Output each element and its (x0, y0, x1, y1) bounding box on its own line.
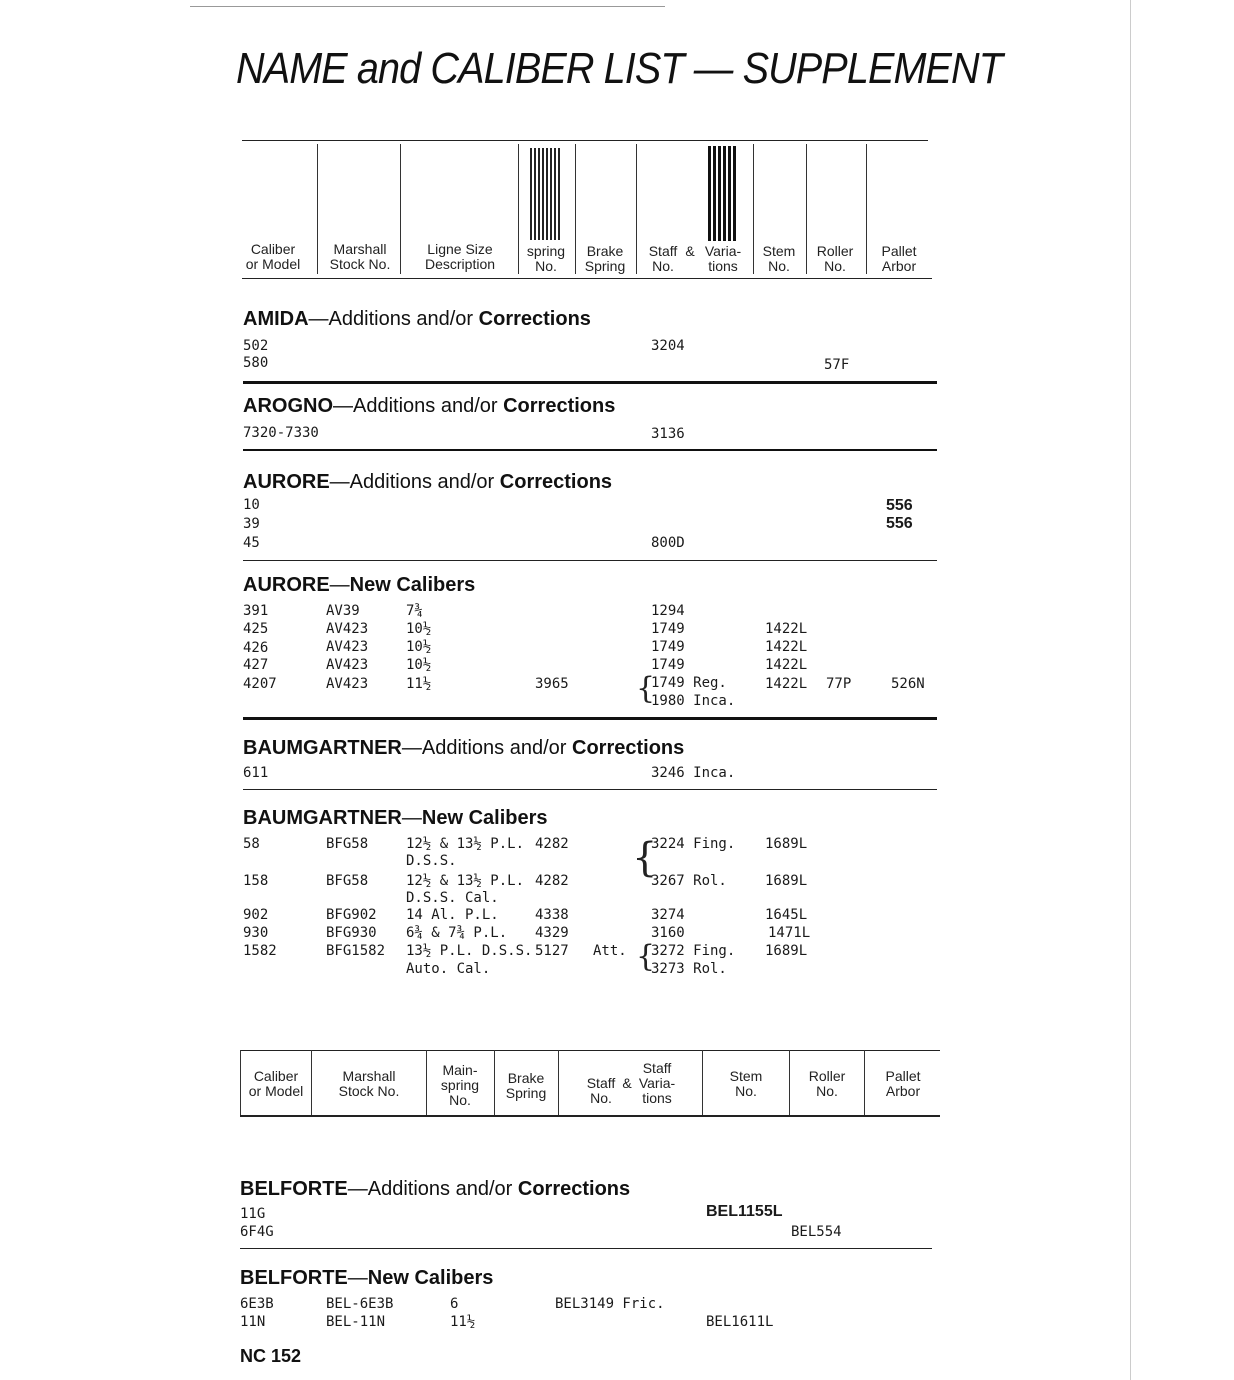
hdr-marshall: Marshall Stock No. (329, 241, 391, 272)
row-930-marshall: BFG930 (326, 925, 377, 941)
brace-icon: { (636, 671, 656, 706)
row-158-ligne-1: 12½ & 13½ P.L. (406, 873, 525, 889)
hdr-brake: Brake Spring (584, 243, 626, 274)
row-6f4g-caliber: 6F4G (240, 1224, 274, 1240)
row-4207-staff-1: 1749 Reg. (651, 675, 727, 691)
row-7320-staff: 3136 (651, 426, 685, 442)
row-391-staff: 1294 (651, 603, 685, 619)
row-611-caliber: 611 (243, 765, 269, 781)
row-425-marshall: AV423 (326, 621, 369, 637)
row-1582-ligne-2: Auto. Cal. (406, 961, 491, 977)
hdr-staff: Staff No. (648, 243, 678, 274)
row-902-ligne: 14 Al. P.L. (406, 907, 499, 923)
section-divider (243, 789, 937, 790)
section-divider (243, 381, 937, 384)
row-158-stem: 1689L (765, 873, 808, 889)
hdr-mainspring: spring No. (526, 243, 566, 274)
hdr-ligne: Ligne Size Description (424, 241, 496, 272)
row-6f4g-stem: BEL554 (791, 1224, 842, 1240)
row-6e3b-brake: BEL3149 Fric. (555, 1296, 665, 1312)
row-158-caliber: 158 (243, 873, 269, 889)
row-502-caliber: 502 (243, 338, 269, 354)
hdr-caliber: Caliber or Model (245, 241, 301, 272)
section-aurore-corrections: AURORE—Additions and/or Corrections (243, 471, 613, 493)
row-902-staff: 3274 (651, 907, 685, 923)
hdr-stem: Stem No. (762, 243, 796, 274)
hdr-bottom-caliber: Caliber or Model (248, 1068, 304, 1099)
hdr-bottom-roller: Roller No. (808, 1068, 846, 1099)
row-580-roller: 57F (824, 357, 850, 373)
row-11g-caliber: 11G (240, 1206, 266, 1222)
row-4207-staff-2: 1980 Inca. (651, 693, 736, 709)
row-11n-caliber: 11N (240, 1314, 266, 1330)
row-426-ligne: 10½ (406, 639, 432, 655)
row-45-caliber: 45 (243, 535, 260, 551)
row-4207-caliber: 4207 (243, 676, 277, 692)
row-58-staff: 3224 Fing. (651, 836, 736, 852)
brace-icon: { (636, 939, 656, 974)
section-baumgartner-corrections: BAUMGARTNER—Additions and/or Corrections (243, 737, 685, 759)
row-902-mainspring: 4338 (535, 907, 569, 923)
row-158-ligne-2: D.S.S. Cal. (406, 890, 499, 906)
row-58-marshall: BFG58 (326, 836, 369, 852)
row-11n-ligne: 11½ (450, 1314, 476, 1330)
section-arogno-corrections: AROGNO—Additions and/or Corrections (243, 395, 616, 417)
row-39-pallet: 556 (886, 515, 913, 532)
section-divider (243, 449, 937, 451)
mainspring-smudge (530, 148, 562, 240)
row-11g-staff: BEL1155L (706, 1203, 783, 1220)
section-belforte-new: BELFORTE—New Calibers (240, 1267, 494, 1289)
hdr-pallet: Pallet Arbor (881, 243, 917, 274)
row-1582-stem: 1689L (765, 943, 808, 959)
hdr-bottom-stem: Stem No. (729, 1068, 763, 1099)
row-902-caliber: 902 (243, 907, 269, 923)
row-1582-caliber: 1582 (243, 943, 277, 959)
row-158-staff: 3267 Rol. (651, 873, 727, 889)
row-10-caliber: 10 (243, 497, 260, 513)
row-1582-marshall: BFG1582 (326, 943, 386, 959)
row-611-staff: 3246 Inca. (651, 765, 736, 781)
hdr-variations: Varia- tions (704, 243, 742, 274)
row-580-caliber: 580 (243, 355, 269, 371)
row-6e3b-marshall: BEL-6E3B (326, 1296, 394, 1312)
row-58-caliber: 58 (243, 836, 260, 852)
row-4207-stem: 1422L (765, 676, 808, 692)
row-1582-staff-2: 3273 Rol. (651, 961, 727, 977)
row-1582-mainspring: 5127 (535, 943, 569, 959)
row-7320-caliber: 7320-7330 (243, 425, 319, 441)
hdr-amp: & (685, 243, 695, 259)
row-902-stem: 1645L (765, 907, 808, 923)
row-4207-roller: 77P (826, 676, 852, 692)
row-426-caliber: 426 (243, 640, 269, 656)
row-426-marshall: AV423 (326, 639, 369, 655)
section-divider (243, 560, 937, 561)
row-425-ligne: 10½ (406, 621, 432, 637)
section-belforte-corrections: BELFORTE—Additions and/or Corrections (240, 1178, 631, 1200)
hdr-bottom-brake: Brake Spring (505, 1070, 547, 1101)
row-930-staff: 3160 (651, 925, 685, 941)
hdr-roller: Roller No. (816, 243, 854, 274)
row-930-stem: 1471L (768, 925, 811, 941)
row-426-staff: 1749 (651, 639, 685, 655)
row-1582-ligne-1: 13½ P.L. D.S.S. (406, 943, 533, 959)
section-baumgartner-new: BAUMGARTNER—New Calibers (243, 807, 548, 829)
row-391-ligne: 7¾ (406, 603, 423, 619)
top-edge-rule (190, 6, 665, 7)
row-427-staff: 1749 (651, 657, 685, 673)
row-11n-staff: BEL1611L (706, 1314, 774, 1330)
section-divider (243, 717, 937, 720)
section-amida-corrections: AMIDA—Additions and/or Corrections (243, 308, 591, 330)
row-6e3b-caliber: 6E3B (240, 1296, 274, 1312)
row-391-caliber: 391 (243, 603, 269, 619)
row-425-staff: 1749 (651, 621, 685, 637)
page-title: NAME and CALIBER LIST — SUPPLEMENT (236, 44, 1003, 93)
row-158-marshall: BFG58 (326, 873, 369, 889)
row-426-stem: 1422L (765, 639, 808, 655)
hdr-bottom-staff: Staff No. (586, 1075, 616, 1106)
row-6e3b-ligne: 6 (450, 1296, 459, 1312)
row-11n-marshall: BEL-11N (326, 1314, 386, 1330)
section-divider (240, 1248, 932, 1249)
row-4207-mainspring: 3965 (535, 676, 569, 692)
brace-icon: { (632, 835, 658, 881)
row-391-marshall: AV39 (326, 603, 360, 619)
row-4207-ligne: 11½ (406, 676, 432, 692)
row-502-staff: 3204 (651, 338, 685, 354)
row-930-mainspring: 4329 (535, 925, 569, 941)
row-930-ligne: 6¾ & 7¾ P.L. (406, 925, 508, 941)
row-1582-brake: Att. (593, 943, 627, 959)
row-427-ligne: 10½ (406, 657, 432, 673)
row-4207-pallet: 526N (891, 676, 925, 692)
page-number: NC 152 (240, 1346, 302, 1366)
row-902-marshall: BFG902 (326, 907, 377, 923)
row-427-caliber: 427 (243, 657, 269, 673)
hdr-bottom-variations: Staff Varia- tions (638, 1060, 676, 1106)
row-1582-staff-1: 3272 Fing. (651, 943, 736, 959)
section-aurore-new: AURORE—New Calibers (243, 574, 476, 596)
row-930-caliber: 930 (243, 925, 269, 941)
row-4207-marshall: AV423 (326, 676, 369, 692)
row-45-staff: 800D (651, 535, 685, 551)
hdr-bottom-amp: & (622, 1075, 632, 1091)
hdr-bottom-pallet: Pallet Arbor (885, 1068, 921, 1099)
row-58-mainspring: 4282 (535, 836, 569, 852)
row-425-caliber: 425 (243, 621, 269, 637)
row-58-stem: 1689L (765, 836, 808, 852)
staff-smudge (708, 146, 736, 241)
row-10-pallet: 556 (886, 497, 913, 514)
row-58-ligne-2: D.S.S. (406, 853, 457, 869)
hdr-bottom-mainspring: Main- spring No. (440, 1062, 480, 1108)
row-425-stem: 1422L (765, 621, 808, 637)
row-427-marshall: AV423 (326, 657, 369, 673)
row-39-caliber: 39 (243, 516, 260, 532)
page-edge-line (1130, 0, 1131, 1380)
hdr-bottom-marshall: Marshall Stock No. (338, 1068, 400, 1099)
row-58-ligne-1: 12½ & 13½ P.L. (406, 836, 525, 852)
row-158-mainspring: 4282 (535, 873, 569, 889)
row-427-stem: 1422L (765, 657, 808, 673)
